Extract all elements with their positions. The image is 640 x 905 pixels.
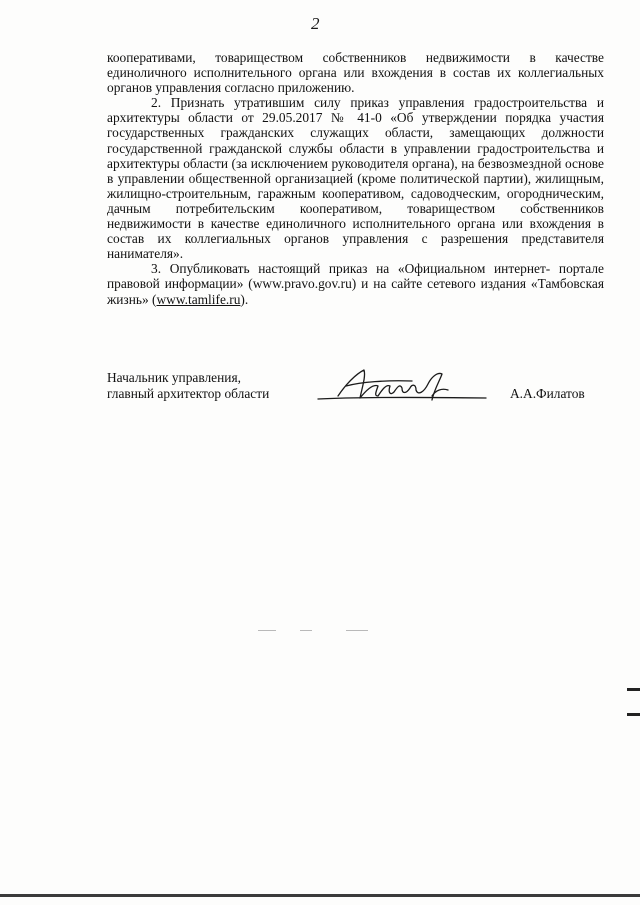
document-body [107,50,604,307]
tamlife-link[interactable]: www.tamlife.ru [156,291,241,307]
page-number: 2 [311,14,320,33]
scan-artifact [346,630,368,631]
paragraph-3-text: 3. Опубликовать настоящий приказ на «Официальном интернет- портале правовой информации» (www.pravo.gov.ru) и на сайте сетевого издания «Тамбовская жизнь» ( [107,261,604,307]
handwritten-signature [316,366,492,410]
paragraph-3 [107,261,604,306]
scan-margin-mark [627,688,640,691]
scan-bottom-edge [0,894,640,897]
paragraph-2: 2. Признать утратившим силу приказ управления градостроительства и архитектуры области от 29.05.2017 № 41-0 «Об утверждении порядка участия государственных гражданских служащих области, замещающих должности государственной гражданской службы области в управлении градостроительства и архитектуры области (за исключением руководителя органа), на безвозмездной основе в управлении общественной организацией (кроме политической партии), жилищным, жилищно-строительным, гаражным кооперативом, садоводческим, огородническим, дачным потребительским кооперативом, товариществом собственников недвижимости в качестве единоличного исполнительного органа или вхождения в состав их коллегиальных органов управления с разрешения представителя нанимателя». [107,95,604,262]
scan-margin-mark [627,713,640,716]
position-line-1: Начальник управления, [107,370,241,385]
scan-artifact [300,630,312,631]
paragraph-3-end: ). [240,291,249,307]
paragraph-continuation: кооперативами, товариществом собственников недвижимости в качестве единоличного исполнительного органа или вхождения в состав их коллегиальных органов управления согласно приложению. [107,50,604,96]
signatory-position [107,370,269,401]
scan-artifact [258,630,276,631]
signatory-name: А.А.Филатов [510,386,585,401]
position-line-2: главный архитектор области [107,385,270,401]
